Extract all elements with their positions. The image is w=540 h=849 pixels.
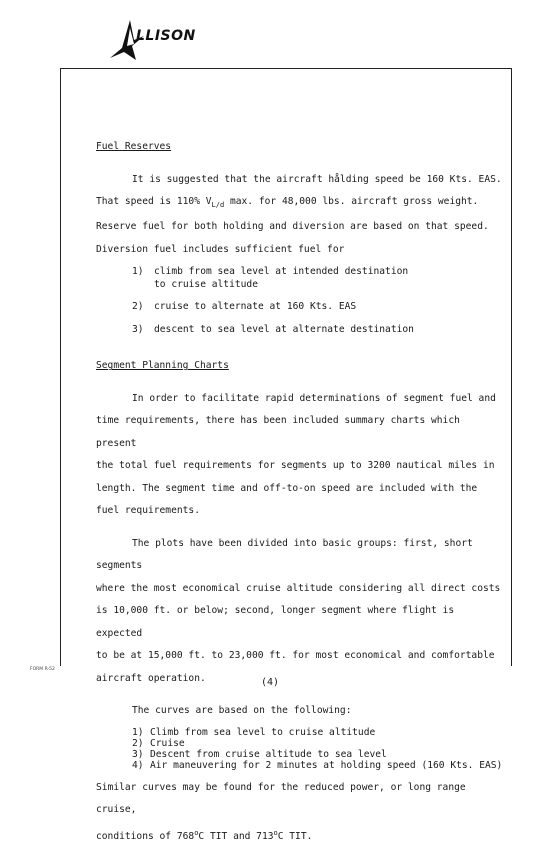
logo-wordmark: LLISON <box>136 28 196 44</box>
paragraph-line: Reserve fuel for both holding and diversion are based on that speed. <box>96 221 489 233</box>
section-heading-fuel-reserves: Fuel Reserves <box>96 141 172 152</box>
list-item: 3) descent to sea level at alternate destination <box>132 323 414 335</box>
list-item: 2) cruise to alternate at 160 Kts. EAS <box>132 301 357 313</box>
paragraph-line: the total fuel requirements for segments up to 3200 nautical miles in <box>96 460 495 472</box>
paragraph-line: where the most economical cruise altitude considering all direct costs <box>96 582 501 594</box>
paragraph-line: Similar curves may be found for the reduced power, or long range cruise, <box>96 781 466 816</box>
list-item: 3) Descent from cruise altitude to sea level <box>132 748 387 760</box>
paragraph-line: In order to facilitate rapid determinations of segment fuel and <box>132 392 496 404</box>
section-heading-segment-planning: Segment Planning Charts <box>96 360 229 372</box>
paragraph-line: The plots have been divided into basic groups: first, short segments <box>96 537 473 572</box>
paragraph-line: time requirements, there has been included summary charts which present <box>96 415 460 449</box>
paragraph-line: The curves are based on the following: <box>132 705 352 717</box>
paragraph-line: fuel requirements. <box>96 505 200 517</box>
list-item: 2) Cruise <box>132 737 185 749</box>
paragraph-line: Diversion fuel includes sufficient fuel for <box>96 243 345 255</box>
paragraph-line: aircraft operation. <box>96 672 206 684</box>
paragraph-line: length. The segment time and off-to-on speed are included with the <box>96 482 478 494</box>
list-item: 1) climb from sea level at intended destination to cruise altitude <box>132 266 409 290</box>
paragraph-line: It is suggested that the aircraft hålding speed be 160 Kts. EAS. <box>132 173 502 185</box>
page-number: (4) <box>260 677 280 688</box>
paragraph-line: is 10,000 ft. or below; second, longer segment where flight is expected <box>96 605 455 639</box>
paragraph-line: That speed is 110% $V_{L/d}$ max. for 48,000 lbs. aircraft gross weight. <box>96 196 479 209</box>
list-item: 1) Climb from sea level to cruise altitude <box>132 726 376 738</box>
paragraph-line: to be at 15,000 ft. to 23,000 ft. for most economical and comfortable <box>96 650 495 662</box>
form-number: FORM R-52 <box>30 667 55 672</box>
paragraph-line: conditions of 768$^o$C TIT and 713$^o$C TIT. <box>96 828 313 843</box>
list-item: 4) Air maneuvering for 2 minutes at holding speed (160 Kts. EAS) <box>132 759 503 771</box>
document-body <box>96 136 504 849</box>
